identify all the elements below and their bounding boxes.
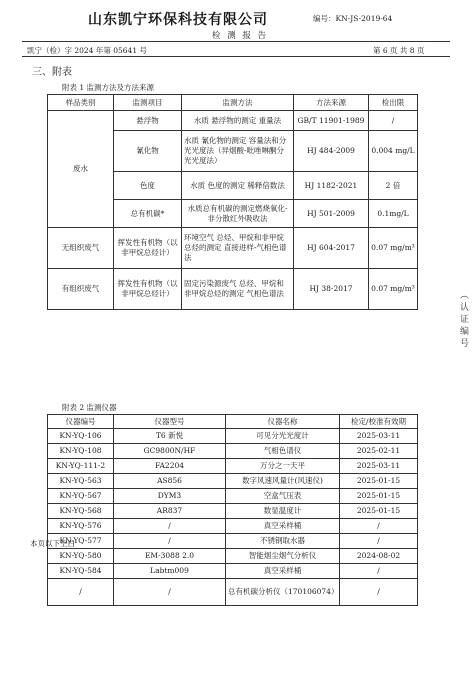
table-row [48,504,418,519]
instrument-id: KN-YQ-108 [48,444,114,459]
instrument-model: DYM3 [114,489,226,504]
detection-limit: / [369,111,418,131]
instrument-name: 气相色谱仪 [226,444,340,459]
instrument-model: AS856 [114,474,226,489]
monitor-item: 悬浮物 [114,111,182,131]
instrument-model: Labtm009 [114,564,226,579]
table-row [48,489,418,504]
instrument-name: 总有机碳分析仪（170106074） [226,579,340,606]
header-cell: 样品类别 [48,95,114,111]
calibration-date: 2024-08-02 [340,549,418,564]
calibration-date: 2025-01-15 [340,489,418,504]
instrument-name: 可见分光光度计 [226,429,340,444]
calibration-date: 2025-03-11 [340,429,418,444]
table-row [48,474,418,489]
table1-caption: 附表 1 监测方法及方法来源 [62,83,155,92]
table-row [48,429,418,444]
calibration-date: 2025-02-11 [340,444,418,459]
instrument-id: KN-YQ-568 [48,504,114,519]
method-source: GB/T 11901-1989 [294,111,369,131]
instrument-id: KN-YQ-563 [48,474,114,489]
margin-text: （认证编号 [458,290,468,350]
monitor-method: 水质 悬浮物的测定 重量法 [182,111,294,131]
method-source: HJ 501-2009 [294,200,369,228]
instrument-model: FA2204 [114,459,226,474]
header-divider-bottom [22,56,450,57]
detection-limit: 0.1mg/L [369,200,418,228]
instrument-id: KN-YQ-106 [48,429,114,444]
sample-category: 废水 [48,111,114,228]
instrument-id: KN-YQ-584 [48,564,114,579]
header-cell: 方法来源 [294,95,369,111]
instrument-model: / [114,519,226,534]
instrument-id: KN-YQ-580 [48,549,114,564]
table-row [48,534,418,549]
monitor-method: 水质 氰化物的测定 容量法和分光光度法（异烟酸-吡唑啉酮分光光度法） [182,131,294,172]
table-row [48,459,418,474]
instrument-name: 数字风速风量计(风速仪) [226,474,340,489]
detection-limit: 0.07 mg/m³ [369,269,418,310]
sample-category: 无组织废气 [48,228,114,269]
method-source: HJ 1182-2021 [294,172,369,200]
detection-limit: 0.004 mg/L [369,131,418,172]
calibration-date: 2025-01-15 [340,504,418,519]
instrument-name: 空盒气压表 [226,489,340,504]
instrument-name: 不锈钢取水器 [226,534,340,549]
table-row [48,228,418,269]
instrument-table-header [48,415,418,429]
method-source: HJ 604-2017 [294,228,369,269]
instrument-table [47,414,418,606]
sample-category: 有组织废气 [48,269,114,310]
calibration-date: 2025-01-15 [340,474,418,489]
method-table-header [48,95,418,111]
instrument-id: / [48,579,114,606]
monitor-method: 水质 色度的测定 稀释倍数法 [182,172,294,200]
calibration-date: 2025-03-11 [340,459,418,474]
calibration-date: / [340,564,418,579]
detection-limit: 2 倍 [369,172,418,200]
monitor-item: 色度 [114,172,182,200]
method-source: HJ 38-2017 [294,269,369,310]
instrument-model: / [114,534,226,549]
instrument-name: 真空采样桶 [226,519,340,534]
monitor-method: 水质总有机碳的测定燃烧氧化-非分散红外吸收法 [182,200,294,228]
monitor-item: 挥发性有机物（以非甲烷总烃计） [114,228,182,269]
company-name: 山东凯宁环保科技有限公司 [88,12,268,28]
monitor-method: 环境空气 总烃、甲烷和非甲烷总烃的测定 直接进样-气相色谱法 [182,228,294,269]
instrument-id: KN-YQ-577 [48,534,114,549]
header-cell: 仪器名称 [226,415,340,429]
table-row [48,519,418,534]
instrument-name: 真空采样桶 [226,564,340,579]
report-title: 检 测 报 告 [212,31,269,41]
header-cell: 检出限 [369,95,418,111]
header-cell: 监测项目 [114,95,182,111]
instrument-name: 智能烟尘烟气分析仪 [226,549,340,564]
method-source: HJ 484-2009 [294,131,369,172]
calibration-date: / [340,579,418,606]
header-cell: 检定/校准有效期 [340,415,418,429]
document-number: 编号：KN-JS-2019-64 [313,14,393,23]
page-number: 第 6 页 共 8 页 [373,46,425,55]
header-cell: 仪器型号 [114,415,226,429]
end-of-page-note: 本页以下空白 [30,539,75,548]
monitor-item: 总有机碳* [114,200,182,228]
table2-caption: 附表 2 监测仪器 [62,403,117,412]
instrument-model: AR837 [114,504,226,519]
header-divider [22,41,450,42]
calibration-date: / [340,519,418,534]
calibration-date: / [340,534,418,549]
header-cell: 监测方法 [182,95,294,111]
report-reference: 凯宁（检）字 2024 年第 05641 号 [27,46,147,55]
instrument-model: EM-3088 2.0 [114,549,226,564]
table-row [48,564,418,579]
section-title: 三、附表 [32,67,72,78]
instrument-model: GC9800N/HF [114,444,226,459]
instrument-id: KN-YQ-576 [48,519,114,534]
table-row [48,269,418,310]
instrument-name: 数显温度计 [226,504,340,519]
table-row [48,444,418,459]
method-table [47,94,418,310]
table-row [48,549,418,564]
instrument-id: KN-YQ-111-2 [48,459,114,474]
instrument-name: 万分之一天平 [226,459,340,474]
monitor-item: 挥发性有机物（以非甲烷总烃计） [114,269,182,310]
instrument-model: / [114,579,226,606]
detection-limit: 0.07 mg/m³ [369,228,418,269]
instrument-model: T6 新悦 [114,429,226,444]
monitor-item: 氰化物 [114,131,182,172]
instrument-id: KN-YQ-567 [48,489,114,504]
table-row [48,579,418,606]
header-cell: 仪器编号 [48,415,114,429]
table-row [48,111,418,131]
monitor-method: 固定污染源废气 总烃、甲烷和非甲烷总烃的测定 气相色谱法 [182,269,294,310]
